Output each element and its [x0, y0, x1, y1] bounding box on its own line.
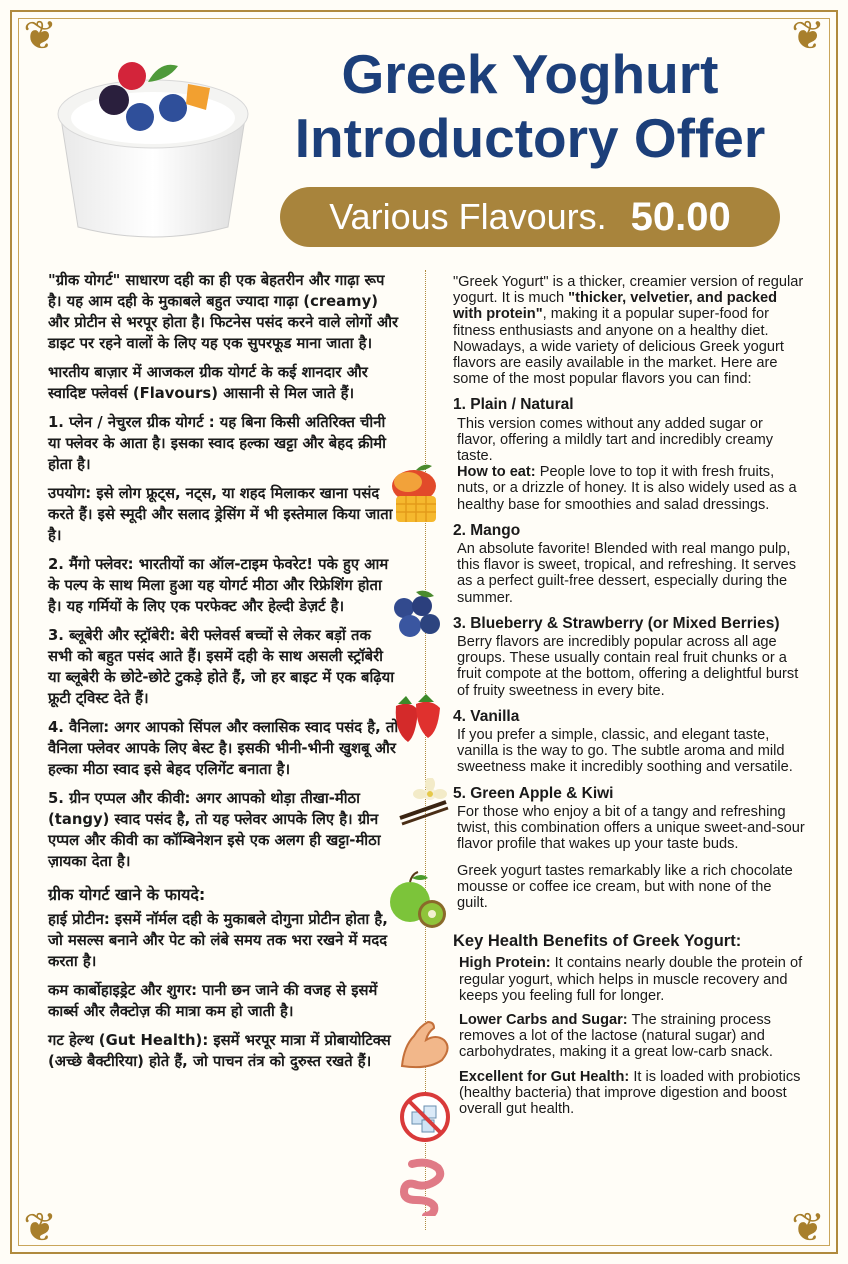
- benefit-1: [459, 955, 805, 1004]
- benefit-2-text: The straining process removes a lot of the lactose (natural sugar) and carbohydrates, making it a great low-carb snack.: [459, 1011, 773, 1061]
- offer-banner: [280, 187, 780, 247]
- title-line-2: Introductory Offer: [294, 107, 766, 169]
- corner-ornament-icon: ❦: [791, 13, 825, 59]
- hindi-benefits-heading: ग्रीक योगर्ट खाने के फायदे:: [48, 885, 206, 904]
- benefit-3: [459, 1069, 805, 1118]
- corner-ornament-icon: ❦: [23, 1205, 57, 1251]
- english-intro: [453, 274, 805, 387]
- benefit-2: [459, 1012, 805, 1061]
- benefit-2-label: Lower Carbs and Sugar:: [459, 1011, 628, 1028]
- flavor-2-heading: 2. Mango: [453, 521, 521, 539]
- mango-icon: [386, 462, 444, 524]
- flexed-arm-icon: [398, 1016, 452, 1072]
- hindi-flavor-2: 2. मैंगो फ्लेवर: भारतीयों का ऑल-टाइम फेवरेट! पके हुए आम के पल्प के साथ मिला हुआ यह योगर्ट मीठा और रिफ्रेशिंग होता है। यह गर्मियों के लिए एक परफेक्ट और हेल्दी डेज़र्ट है।: [48, 556, 389, 615]
- hindi-flavor-4: 4. वैनिला: अगर आपको सिंपल और क्लासिक स्वाद पसंद है, तो वैनिला फ्लेवर आपके लिए बेस्ट है। इसकी भीनी-भीनी खुशबू और हल्का मीठा स्वाद इसे बेहद एलिगेंट बनाता है।: [48, 719, 399, 778]
- benefit-3-text: It is loaded with probiotics (healthy bacteria) that improve digestion and boost overall gut health.: [459, 1068, 801, 1117]
- no-sugar-icon: [398, 1090, 452, 1144]
- offer-price: 50.00: [630, 194, 731, 239]
- flavor-3-heading: 3. Blueberry & Strawberry (or Mixed Berries): [453, 614, 780, 632]
- taste-note: Greek yogurt tastes remarkably like a rich chocolate mousse or coffee ice cream, but with none of the guilt.: [457, 862, 793, 911]
- flavor-5-desc: For those who enjoy a bit of a tangy and refreshing twist, this combination offers a unique sweet-and-sour flavor profile that wakes up your taste buds.: [457, 803, 805, 853]
- flavor-1-heading: 1. Plain / Natural: [453, 396, 574, 414]
- flavor-4-heading: 4. Vanilla: [453, 707, 520, 725]
- hindi-intro: "ग्रीक योगर्ट" साधारण दही का ही एक बेहतरीन और गाढ़ा रूप है। यह आम दही के मुकाबले बहुत ज्यादा गाढ़ा (creamy) और प्रोटीन से भरपूर होता है। फिटनेस पसंद करने वाले लोगों और डाइट पर रहने वालों के लिए यह एक सुपरफूड माना जाता है।: [48, 272, 399, 352]
- title-line-1: Greek Yoghurt: [341, 43, 719, 105]
- flavor-5-heading: 5. Green Apple & Kiwi: [453, 784, 614, 802]
- gut-icon: [398, 1158, 452, 1216]
- hindi-benefit-3: गट हेल्थ (Gut Health): इसमें भरपूर मात्रा में प्रोबायोटिक्स (अच्छे बैक्टीरिया) होते हैं, जो पाचन तंत्र को दुरुस्त रखते हैं।: [48, 1032, 391, 1070]
- hindi-benefit-2: कम कार्बोहाइड्रेट और शुगर: पानी छन जाने की वजह से इसमें कार्ब्स और लैक्टोज़ की मात्रा कम हो जाती है।: [48, 982, 378, 1020]
- vanilla-flower-icon: [396, 778, 452, 826]
- corner-ornament-icon: ❦: [23, 13, 57, 59]
- offer-text: Various Flavours.: [329, 196, 607, 237]
- hindi-column: [48, 270, 400, 1080]
- strawberry-icon: [388, 690, 446, 746]
- hindi-flavor-3: 3. ब्लूबेरी और स्ट्रॉबेरी: बेरी फ्लेवर्स बच्चों से लेकर बड़ों तक सभी को बहुत पसंद आते हैं। इसमें दही के साथ असली स्ट्रॉबेरी या ब्लूबेरी के छोटे-छोटे टुकड़े होते हैं, जो हर बाइट में एक बढ़िया फ्रूटी ट्विस्ट देते हैं।: [48, 627, 395, 707]
- benefit-1-label: High Protein:: [459, 955, 551, 972]
- page-title: [270, 42, 790, 170]
- flavor-3-desc: Berry flavors are incredibly popular across all age groups. These usually contain real fruit chunks or a fruit compote at the bottom, offering a delightful burst of fruity sweetness in every bite.: [457, 634, 799, 699]
- flavor-1-desc: [457, 416, 805, 513]
- flavor-1-text: This version comes without any added sugar or flavor, offering a mildly tart and incredibly creamy taste.: [457, 415, 774, 465]
- intro-text-c: , making it a popular super-food for fitness enthusiasts and anyone on a healthy diet. Nowadays, a wide variety of delicious Greek yogurt flavors are easily available in the market. Here are some of the most popular flavors you can find:: [453, 306, 784, 388]
- column-divider: [425, 270, 426, 1230]
- green-apple-kiwi-icon: [386, 868, 448, 932]
- how-to-eat-label: How to eat:: [457, 464, 536, 481]
- yogurt-cup-icon: [48, 42, 258, 247]
- how-to-eat-text: People love to top it with fresh fruits, nuts, or a drizzle of honey. It is also widely used as a healthy base for smoothies and salad dressings.: [457, 464, 797, 513]
- intro-text-bold: "thicker, velvetier, and packed with protein": [453, 290, 778, 323]
- benefits-heading: Key Health Benefits of Greek Yogurt:: [453, 932, 742, 951]
- hindi-benefit-1: हाई प्रोटीन: इसमें नॉर्मल दही के मुकाबले दोगुना प्रोटीन होता है, जो मसल्स बनाने और पेट को लंबे समय तक भरा रखने में मदद करता है।: [48, 911, 388, 970]
- hindi-intro-2: भारतीय बाज़ार में आजकल ग्रीक योगर्ट के कई शानदार और स्वादिष्ट फ्लेवर्स (Flavours) आसानी से मिल जाते हैं।: [48, 364, 368, 402]
- hindi-flavor-1-use: उपयोग: इसे लोग फ्रूट्स, नट्स, या शहद मिलाकर खाना पसंद करते हैं। इसे स्मूदी और सलाद ड्रेसिंग में भी इस्तेमाल किया जाता है।: [48, 485, 393, 544]
- flavor-2-desc: An absolute favorite! Blended with real mango pulp, this flavor is sweet, tropical, and refreshing. It serves as a perfect guilt-free dessert, especially during the summer.: [457, 541, 797, 606]
- benefit-3-label: Excellent for Gut Health:: [459, 1068, 630, 1085]
- hindi-flavor-1: 1. प्लेन / नेचुरल ग्रीक योगर्ट : यह बिना किसी अतिरिक्त चीनी या फ्लेवर के आता है। इसका स्वाद हल्का खट्टा और बेहद क्रीमी होता है।: [48, 414, 386, 473]
- flavor-4-desc: If you prefer a simple, classic, and elegant taste, vanilla is the way to go. The subtle aroma and mild sweetness make it incredibly soothing and versatile.: [457, 727, 793, 776]
- benefit-1-text: It contains nearly double the protein of regular yogurt, which helps in muscle recovery and keeps you feeling full for longer.: [459, 955, 803, 1004]
- blueberry-icon: [386, 586, 444, 644]
- english-column: [453, 274, 805, 1125]
- corner-ornament-icon: ❦: [791, 1205, 825, 1251]
- hindi-flavor-5: 5. ग्रीन एप्पल और कीवी: अगर आपको थोड़ा तीखा-मीठा (tangy) स्वाद पसंद है, तो यह फ्लेवर आपके लिए है। ग्रीन एप्पल और कीवी का कॉम्बिनेशन इसे एक अलग ही खट्टा-मीठा ज़ायका देता है।: [48, 790, 381, 870]
- intro-text-a: "Greek Yogurt" is a thicker, creamier version of regular yogurt. It is much: [453, 274, 804, 307]
